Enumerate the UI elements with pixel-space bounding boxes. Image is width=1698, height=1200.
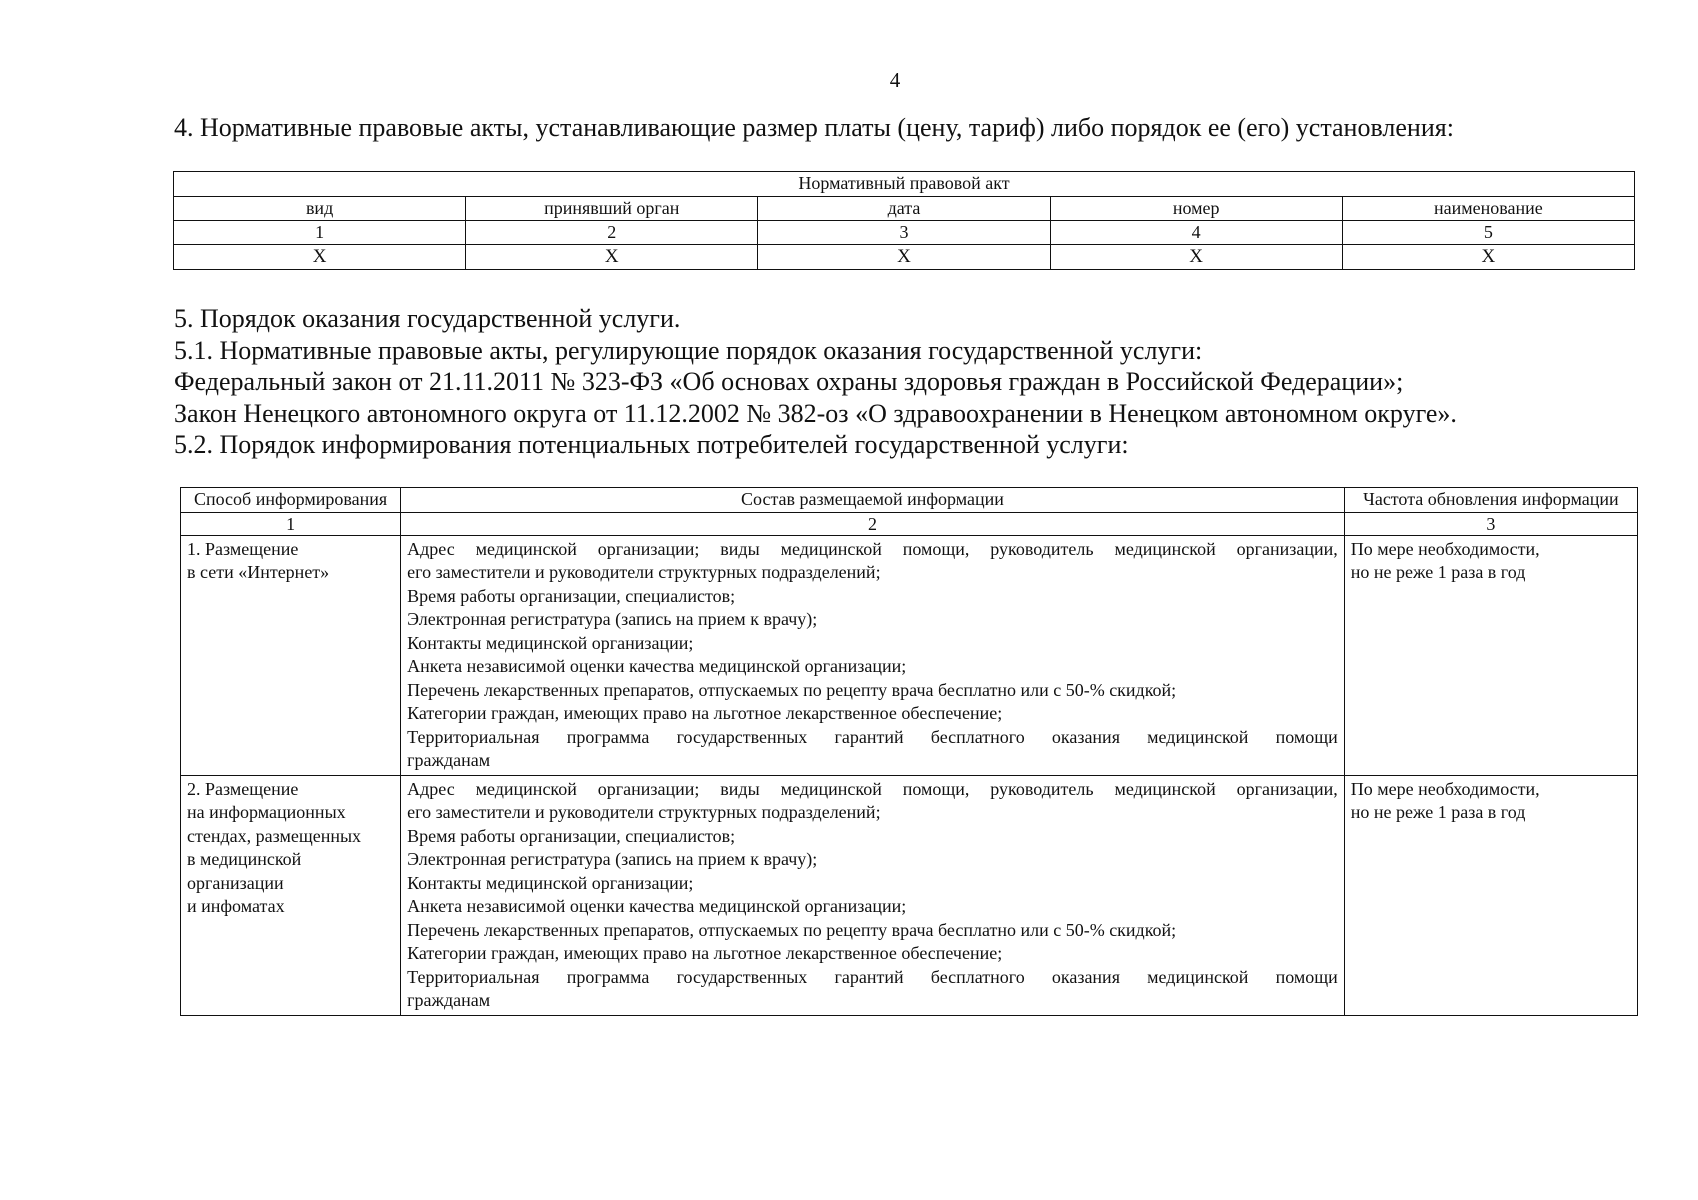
- table-header-row: [181, 488, 1638, 513]
- info-line: его заместители и руководители структурных подразделений;: [407, 562, 881, 582]
- frequency-line: По мере необходимости,: [1350, 538, 1540, 559]
- frequency-cell: [1344, 775, 1637, 1015]
- section-5-2-title: 5.2. Порядок информирования потенциальных потребителей государственной услуги:: [174, 430, 1129, 459]
- column-header-name: наименование: [1342, 197, 1634, 221]
- column-number: 3: [1344, 512, 1637, 535]
- section-5-1-title: 5.1. Нормативные правовые акты, регулирующие порядок оказания государственной услуги:: [174, 336, 1203, 365]
- method-line: в медицинской: [187, 849, 302, 869]
- column-number: 3: [758, 221, 1050, 245]
- info-line: его заместители и руководители структурных подразделений;: [407, 802, 881, 822]
- page-number: 4: [889, 68, 901, 92]
- info-line: Электронная регистратура (запись на прием к врачу);: [407, 609, 818, 629]
- table-cell: X: [1050, 245, 1342, 270]
- info-cell: [401, 535, 1345, 775]
- method-line: организации: [187, 872, 284, 893]
- frequency-cell: [1344, 535, 1637, 775]
- table-row: [181, 535, 1638, 775]
- column-number: 1: [174, 221, 466, 245]
- info-line: гражданам: [407, 990, 491, 1010]
- federal-law-line: Федеральный закон от 21.11.2011 № 323-ФЗ «Об основах охраны здоровья граждан в Российской Федерации»;: [174, 367, 1404, 396]
- table-cell: X: [1342, 245, 1634, 270]
- frequency-line: но не реже 1 раза в год: [1350, 562, 1526, 582]
- column-header-authority: принявший орган: [466, 197, 758, 221]
- table-cell: X: [174, 245, 466, 270]
- column-number: 2: [401, 512, 1345, 535]
- method-cell: [181, 775, 401, 1015]
- column-header-number: номер: [1050, 197, 1342, 221]
- info-line: Перечень лекарственных препаратов, отпускаемых по рецепту врача бесплатно или с 50-% скидкой;: [407, 919, 1177, 940]
- info-line: Время работы организации, специалистов;: [407, 825, 736, 846]
- column-number: 5: [1342, 221, 1634, 245]
- method-cell: [181, 535, 401, 775]
- info-line: гражданам: [407, 750, 491, 770]
- method-line: в сети «Интернет»: [187, 562, 330, 582]
- column-number-row: [174, 221, 1635, 245]
- table-row: [174, 245, 1635, 270]
- table-cell: X: [758, 245, 1050, 270]
- info-line: Контакты медицинской организации;: [407, 632, 694, 653]
- info-line: Анкета независимой оценки качества медицинской организации;: [407, 896, 907, 916]
- table-group-header: Нормативный правовой акт: [174, 172, 1635, 197]
- column-header-content: Состав размещаемой информации: [401, 488, 1345, 513]
- column-number: 4: [1050, 221, 1342, 245]
- info-line: Анкета независимой оценки качества медицинской организации;: [407, 656, 907, 676]
- column-header-frequency: Частота обновления информации: [1344, 488, 1637, 513]
- section-4-title: 4. Нормативные правовые акты, устанавливающие размер платы (цену, тариф) либо порядок ее (его) установления:: [174, 113, 1454, 142]
- info-line: Территориальная программа государственных гарантий бесплатного оказания медицинской помощи: [407, 726, 1338, 747]
- frequency-line: По мере необходимости,: [1350, 778, 1540, 799]
- method-line: на информационных: [187, 802, 346, 822]
- table-cell: X: [466, 245, 758, 270]
- column-number: 1: [181, 512, 401, 535]
- method-line: и инфоматах: [187, 896, 285, 916]
- method-line: 1. Размещение: [187, 538, 299, 559]
- info-line: Перечень лекарственных препаратов, отпускаемых по рецепту врача бесплатно или с 50-% скидкой;: [407, 679, 1177, 700]
- info-line: Категории граждан, имеющих право на льготное лекарственное обеспечение;: [407, 943, 1003, 963]
- column-header-method: Способ информирования: [181, 488, 401, 513]
- information-methods-table: [180, 487, 1638, 1016]
- info-cell: [401, 775, 1345, 1015]
- info-line: Контакты медицинской организации;: [407, 872, 694, 893]
- info-line: Электронная регистратура (запись на прием к врачу);: [407, 849, 818, 869]
- fee-legal-acts-table: [173, 171, 1635, 270]
- column-number-row: [181, 512, 1638, 535]
- frequency-line: но не реже 1 раза в год: [1350, 802, 1526, 822]
- column-header-type: вид: [174, 197, 466, 221]
- table-row: [181, 775, 1638, 1015]
- column-header-date: дата: [758, 197, 1050, 221]
- regional-law-line: Закон Ненецкого автономного округа от 11.12.2002 № 382-оз «О здравоохранении в Ненецком автономном округе».: [174, 399, 1457, 428]
- info-line: Адрес медицинской организации; виды медицинской помощи, руководитель медицинской организации,: [407, 778, 1338, 799]
- info-line: Территориальная программа государственных гарантий бесплатного оказания медицинской помощи: [407, 966, 1338, 987]
- info-line: Адрес медицинской организации; виды медицинской помощи, руководитель медицинской организации,: [407, 538, 1338, 559]
- method-line: стендах, размещенных: [187, 825, 362, 846]
- section-5-title: 5. Порядок оказания государственной услуги.: [174, 304, 681, 333]
- info-line: Категории граждан, имеющих право на льготное лекарственное обеспечение;: [407, 703, 1003, 723]
- method-line: 2. Размещение: [187, 778, 299, 799]
- info-line: Время работы организации, специалистов;: [407, 585, 736, 606]
- column-number: 2: [466, 221, 758, 245]
